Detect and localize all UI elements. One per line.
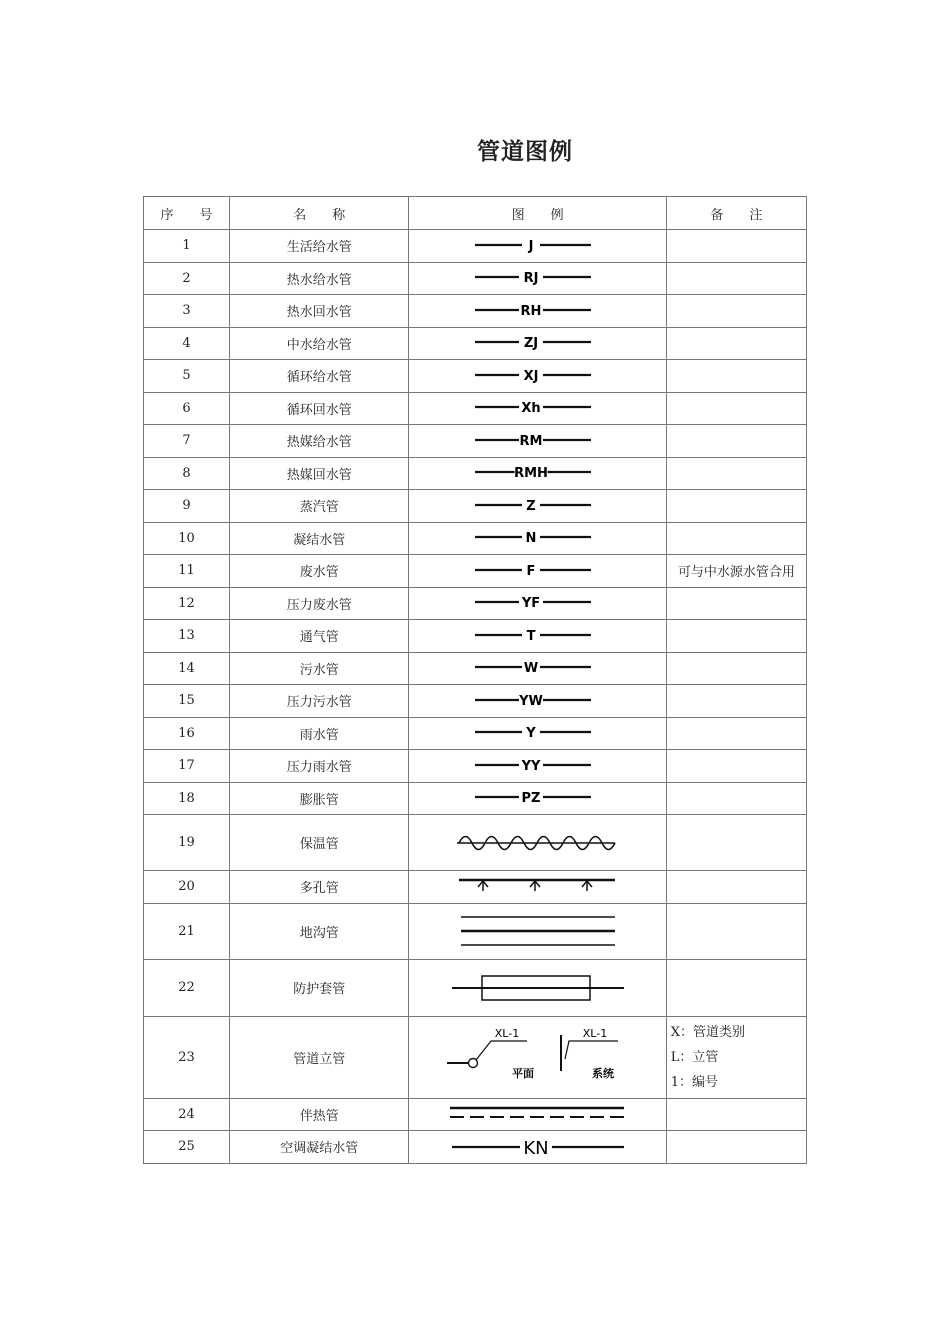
row-index: 17 bbox=[144, 750, 230, 783]
row-remark bbox=[666, 685, 806, 718]
table-row bbox=[144, 295, 807, 328]
row-name: 蒸汽管 bbox=[230, 490, 409, 523]
row-legend-symbol bbox=[409, 457, 666, 490]
symbol-code-label: XL-1 bbox=[494, 1027, 519, 1040]
row-legend-symbol bbox=[409, 652, 666, 685]
symbol-code-label: Z bbox=[525, 498, 536, 514]
row-name: 保温管 bbox=[230, 815, 409, 871]
row-name: 循环给水管 bbox=[230, 360, 409, 393]
row-name: 热水回水管 bbox=[230, 295, 409, 328]
table-row bbox=[144, 717, 807, 750]
row-index: 7 bbox=[144, 425, 230, 458]
table-row bbox=[144, 750, 807, 783]
row-legend-symbol bbox=[409, 1131, 666, 1164]
row-legend-symbol bbox=[409, 262, 666, 295]
table-row bbox=[144, 230, 807, 263]
symbol-code-label: KN bbox=[522, 1137, 549, 1159]
row-index: 10 bbox=[144, 522, 230, 555]
table-row bbox=[144, 959, 807, 1016]
pipe-legend-table bbox=[143, 196, 807, 1164]
symbol-code-label: W bbox=[523, 661, 538, 677]
symbol-code-label: YW bbox=[518, 693, 543, 709]
pipe-symbol-icon bbox=[448, 1104, 628, 1124]
pipe-symbol-icon bbox=[473, 493, 603, 519]
row-index: 14 bbox=[144, 652, 230, 685]
symbol-code-label: ZJ bbox=[523, 336, 538, 352]
pipe-symbol-icon bbox=[473, 688, 603, 714]
pipe-symbol-icon bbox=[473, 330, 603, 356]
symbol-code-label: RMH bbox=[513, 466, 548, 482]
row-legend-symbol bbox=[409, 815, 666, 871]
table-row bbox=[144, 1131, 807, 1164]
row-legend-symbol bbox=[409, 871, 666, 904]
row-name: 通气管 bbox=[230, 620, 409, 653]
row-name: 管道立管 bbox=[230, 1016, 409, 1098]
row-remark bbox=[666, 360, 806, 393]
row-index: 24 bbox=[144, 1098, 230, 1131]
row-name: 循环回水管 bbox=[230, 392, 409, 425]
table-row bbox=[144, 620, 807, 653]
row-legend-symbol bbox=[409, 295, 666, 328]
row-index: 18 bbox=[144, 782, 230, 815]
pipe-symbol-icon bbox=[473, 753, 603, 779]
row-remark bbox=[666, 230, 806, 263]
row-name: 热媒回水管 bbox=[230, 457, 409, 490]
symbol-code-label: RM bbox=[519, 433, 543, 449]
remark-note: X：管道类别 bbox=[670, 1024, 746, 1040]
row-name: 膨胀管 bbox=[230, 782, 409, 815]
row-name: 凝结水管 bbox=[230, 522, 409, 555]
row-name: 雨水管 bbox=[230, 717, 409, 750]
row-remark bbox=[666, 587, 806, 620]
pipe-symbol-icon bbox=[473, 590, 603, 616]
row-name: 热水给水管 bbox=[230, 262, 409, 295]
table-row bbox=[144, 490, 807, 523]
row-legend-symbol bbox=[409, 750, 666, 783]
row-legend-symbol bbox=[409, 1016, 666, 1098]
row-index: 20 bbox=[144, 871, 230, 904]
pipe-symbol-icon bbox=[473, 525, 603, 551]
table-row bbox=[144, 587, 807, 620]
table-row bbox=[144, 522, 807, 555]
pipe-symbol-icon bbox=[473, 785, 603, 811]
row-name: 废水管 bbox=[230, 555, 409, 588]
row-index: 22 bbox=[144, 959, 230, 1016]
pipe-symbol-icon bbox=[448, 970, 628, 1006]
pipe-symbol-icon bbox=[473, 623, 603, 649]
row-legend-symbol bbox=[409, 425, 666, 458]
table-row bbox=[144, 392, 807, 425]
row-legend-symbol bbox=[409, 1098, 666, 1131]
row-name: 压力污水管 bbox=[230, 685, 409, 718]
row-remark bbox=[666, 1016, 806, 1098]
row-name: 压力废水管 bbox=[230, 587, 409, 620]
row-legend-symbol bbox=[409, 522, 666, 555]
row-remark bbox=[666, 871, 806, 904]
header-remarks: 备 注 bbox=[666, 197, 806, 230]
pipe-symbol-icon bbox=[473, 233, 603, 259]
symbol-code-label: XL-1 bbox=[582, 1027, 607, 1040]
row-remark bbox=[666, 490, 806, 523]
row-remark bbox=[666, 815, 806, 871]
pipe-symbol-icon bbox=[473, 428, 603, 454]
symbol-code-label: RH bbox=[520, 303, 542, 319]
row-index: 11 bbox=[144, 555, 230, 588]
table-row bbox=[144, 815, 807, 871]
header-index: 序 号 bbox=[144, 197, 230, 230]
row-name: 地沟管 bbox=[230, 903, 409, 959]
pipe-symbol-icon bbox=[473, 298, 603, 324]
pipe-symbol-icon bbox=[443, 1025, 633, 1089]
row-legend-symbol bbox=[409, 959, 666, 1016]
symbol-code-label: Xh bbox=[520, 401, 541, 417]
row-index: 25 bbox=[144, 1131, 230, 1164]
row-index: 1 bbox=[144, 230, 230, 263]
row-legend-symbol bbox=[409, 717, 666, 750]
row-legend-symbol bbox=[409, 230, 666, 263]
pipe-symbol-icon bbox=[453, 828, 623, 858]
pipe-symbol-icon bbox=[473, 720, 603, 746]
row-remark: 可与中水源水管合用 bbox=[666, 555, 806, 588]
table-header-row bbox=[144, 197, 807, 230]
row-name: 伴热管 bbox=[230, 1098, 409, 1131]
row-remark bbox=[666, 522, 806, 555]
table-row bbox=[144, 903, 807, 959]
symbol-code-label: T bbox=[526, 628, 536, 644]
symbol-code-label: XJ bbox=[523, 368, 539, 384]
row-index: 5 bbox=[144, 360, 230, 393]
row-index: 3 bbox=[144, 295, 230, 328]
table-row bbox=[144, 685, 807, 718]
row-legend-symbol bbox=[409, 782, 666, 815]
pipe-symbol-icon bbox=[453, 911, 623, 951]
symbol-code-label: YY bbox=[521, 758, 540, 774]
row-index: 12 bbox=[144, 587, 230, 620]
header-name: 名 称 bbox=[230, 197, 409, 230]
row-remark bbox=[666, 782, 806, 815]
row-remark bbox=[666, 327, 806, 360]
row-remark bbox=[666, 1131, 806, 1164]
row-remark bbox=[666, 717, 806, 750]
table-row bbox=[144, 1016, 807, 1098]
row-remark bbox=[666, 262, 806, 295]
row-legend-symbol bbox=[409, 555, 666, 588]
symbol-code-label: J bbox=[528, 238, 533, 254]
symbol-code-label: PZ bbox=[521, 791, 541, 807]
table-row bbox=[144, 1098, 807, 1131]
table-row bbox=[144, 871, 807, 904]
pipe-symbol-icon bbox=[473, 460, 603, 486]
row-index: 19 bbox=[144, 815, 230, 871]
row-legend-symbol bbox=[409, 587, 666, 620]
row-name: 压力雨水管 bbox=[230, 750, 409, 783]
row-index: 9 bbox=[144, 490, 230, 523]
pipe-symbol-icon bbox=[473, 558, 603, 584]
row-name: 防护套管 bbox=[230, 959, 409, 1016]
pipe-symbol-icon bbox=[448, 1134, 628, 1160]
row-legend-symbol bbox=[409, 392, 666, 425]
row-remark bbox=[666, 392, 806, 425]
row-index: 8 bbox=[144, 457, 230, 490]
table-row bbox=[144, 555, 807, 588]
symbol-code-label: 系统 bbox=[591, 1067, 614, 1080]
row-name: 生活给水管 bbox=[230, 230, 409, 263]
row-remark bbox=[666, 652, 806, 685]
symbol-code-label: F bbox=[526, 563, 536, 579]
row-index: 23 bbox=[144, 1016, 230, 1098]
row-index: 13 bbox=[144, 620, 230, 653]
table-row bbox=[144, 425, 807, 458]
row-index: 16 bbox=[144, 717, 230, 750]
row-remark bbox=[666, 457, 806, 490]
table-row bbox=[144, 360, 807, 393]
row-remark bbox=[666, 750, 806, 783]
remark-notes-list bbox=[667, 1020, 806, 1095]
row-index: 6 bbox=[144, 392, 230, 425]
row-legend-symbol bbox=[409, 327, 666, 360]
pipe-symbol-icon bbox=[473, 395, 603, 421]
row-legend-symbol bbox=[409, 903, 666, 959]
row-index: 2 bbox=[144, 262, 230, 295]
row-legend-symbol bbox=[409, 620, 666, 653]
symbol-code-label: N bbox=[525, 531, 537, 547]
row-index: 15 bbox=[144, 685, 230, 718]
header-legend: 图 例 bbox=[409, 197, 666, 230]
symbol-code-label: RJ bbox=[523, 271, 539, 287]
pipe-symbol-icon bbox=[473, 363, 603, 389]
pipe-symbol-icon bbox=[473, 265, 603, 291]
symbol-code-label: 平面 bbox=[511, 1067, 534, 1080]
pipe-symbol-icon bbox=[473, 655, 603, 681]
row-name: 空调凝结水管 bbox=[230, 1131, 409, 1164]
table-row bbox=[144, 652, 807, 685]
pipe-symbol-icon bbox=[453, 875, 623, 899]
remark-note: 1：编号 bbox=[670, 1074, 719, 1090]
row-index: 21 bbox=[144, 903, 230, 959]
row-remark bbox=[666, 425, 806, 458]
symbol-code-label: YF bbox=[521, 596, 540, 612]
table-row bbox=[144, 457, 807, 490]
row-name: 污水管 bbox=[230, 652, 409, 685]
row-remark bbox=[666, 295, 806, 328]
row-legend-symbol bbox=[409, 360, 666, 393]
table-row bbox=[144, 782, 807, 815]
row-name: 中水给水管 bbox=[230, 327, 409, 360]
row-remark bbox=[666, 620, 806, 653]
row-name: 热媒给水管 bbox=[230, 425, 409, 458]
page-title: 管道图例 bbox=[477, 139, 573, 165]
table-row bbox=[144, 262, 807, 295]
row-name: 多孔管 bbox=[230, 871, 409, 904]
row-legend-symbol bbox=[409, 685, 666, 718]
row-remark bbox=[666, 1098, 806, 1131]
row-legend-symbol bbox=[409, 490, 666, 523]
table-row bbox=[144, 327, 807, 360]
row-remark bbox=[666, 903, 806, 959]
remark-note: L：立管 bbox=[670, 1049, 719, 1065]
row-index: 4 bbox=[144, 327, 230, 360]
symbol-code-label: Y bbox=[525, 726, 536, 742]
row-remark bbox=[666, 959, 806, 1016]
